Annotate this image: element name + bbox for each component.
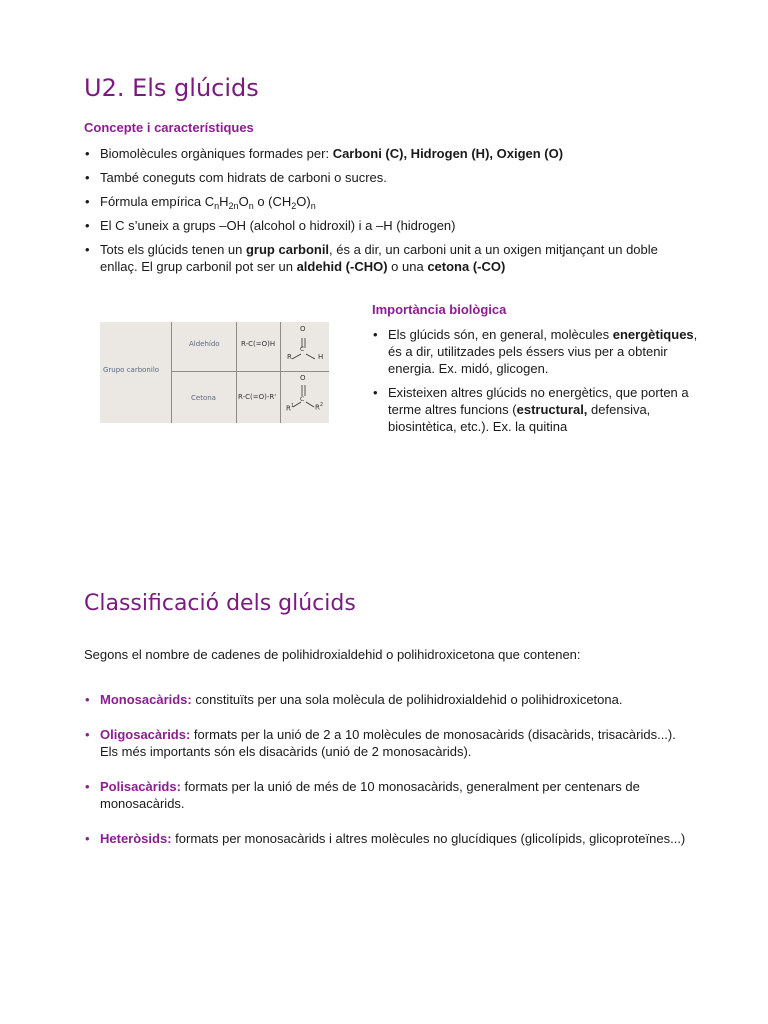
- list-item: • Oligosacàrids: formats per la unió de 2 a 10 molècules de monosacàrids (disacàrids, trisacàrids...). Els més importants són els disacàrids (unió de 2 monosacàrids).: [84, 726, 694, 760]
- list-item: • Biomolècules orgàniques formades per: Carboni (C), Hidrogen (H), Oxigen (O): [84, 145, 684, 162]
- list-item: • També coneguts com hidrats de carboni o sucres.: [84, 169, 684, 186]
- list-item: • Fórmula empírica $C_nH_{2n}O_n$ o $(CH_2O)_n$: [84, 193, 684, 210]
- section-title: Classificació dels glúcids: [84, 591, 356, 616]
- aldehyde-label: Aldehído: [189, 340, 220, 348]
- ketone-label: Cetona: [191, 394, 216, 402]
- list-item: • Els glúcids són, en general, molècules energètiques, és a dir, utilitzades pels éssers vius per a obtenir energia. Ex. midó, glicogen.: [372, 326, 708, 377]
- carbonyl-group-table: Grupo carbonilo Aldehído R-C(=O)H Cetona R-C(=O)-R' O C R H O C $R^1$ $R^2$: [100, 322, 329, 423]
- aldehyde-formula: R-C(=O)H: [241, 340, 276, 348]
- page-title: U2. Els glúcids: [84, 74, 259, 102]
- concept-heading: Concepte i característiques: [84, 120, 254, 135]
- list-item: • Existeixen altres glúcids no energètics, que porten a terme altres funcions (estructural, defensiva, biosintètica, etc.). Ex. la quitina: [372, 384, 708, 435]
- group-label: Grupo carbonilo: [103, 366, 160, 374]
- ketone-formula: R-C(=O)-R': [238, 393, 277, 401]
- classification-intro: Segons el nombre de cadenes de polihidroxialdehid o polihidroxicetona que contenen:: [84, 647, 581, 662]
- importance-list: [372, 326, 708, 442]
- classification-list: [84, 691, 694, 865]
- list-item: • Polisacàrids: formats per la unió de més de 10 monosacàrids, generalment per centenars de monosacàrids.: [84, 778, 694, 812]
- list-item: • Monosacàrids: constituïts per una sola molècula de polihidroxialdehid o polihidroxicetona.: [84, 691, 694, 708]
- list-item: • Tots els glúcids tenen un grup carbonil, és a dir, un carboni unit a un oxigen mitjançant un doble enllaç. El grup carbonil pot ser un aldehid (-CHO) o una cetona (-CO): [84, 241, 684, 275]
- importance-heading: Importància biològica: [372, 302, 507, 317]
- list-item: • Heteròsids: formats per monosacàrids i altres molècules no glucídiques (glicolípids, glicoproteïnes...): [84, 830, 694, 847]
- concept-list: [84, 145, 684, 282]
- list-item: • El C s’uneix a grups –OH (alcohol o hidroxil) i a –H (hidrogen): [84, 217, 684, 234]
